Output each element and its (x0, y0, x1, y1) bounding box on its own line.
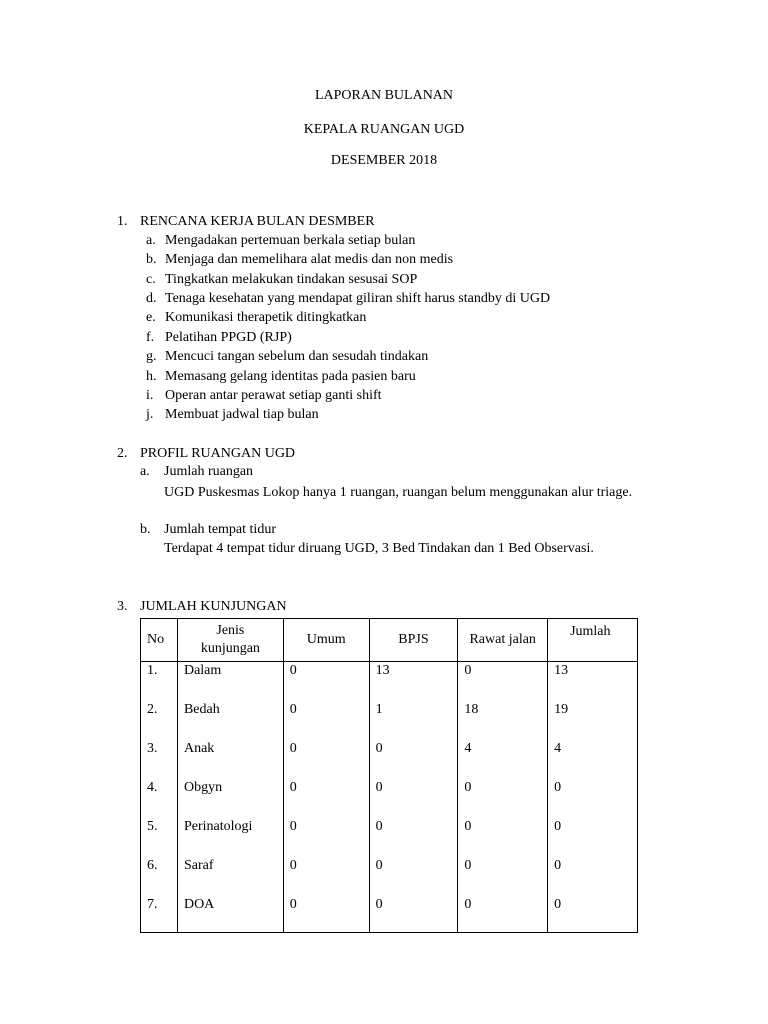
cell-no: 2. (141, 701, 178, 740)
cell-bpjs: 0 (369, 740, 458, 779)
table-row (141, 701, 638, 740)
visits-table-body (141, 662, 638, 933)
section1-item-marker: b. (146, 252, 157, 267)
table-row (141, 857, 638, 896)
section1-number: 1. (117, 214, 128, 229)
section2-title: PROFIL RUANGAN UGD (140, 446, 296, 461)
cell-no: 6. (141, 857, 178, 896)
section1-item-text: Mencuci tangan sebelum dan sesudah tindakan (165, 349, 429, 364)
section1-item-marker: a. (146, 233, 156, 248)
section1-item-text: Pelatihan PPGD (RJP) (165, 330, 292, 345)
table-row (141, 896, 638, 933)
report-period: DESEMBER 2018 (330, 153, 438, 168)
cell-umum: 0 (283, 740, 369, 779)
cell-jumlah: 0 (548, 779, 638, 818)
cell-rawat: 18 (458, 701, 548, 740)
cell-jumlah: 0 (548, 896, 638, 933)
cell-jenis: Perinatologi (177, 818, 283, 857)
col-header-jenis-line1: Jenis (216, 623, 245, 638)
visits-table-header-row (141, 619, 638, 662)
cell-jumlah: 4 (548, 740, 638, 779)
section1-item-text: Mengadakan pertemuan berkala setiap bulan (165, 233, 416, 248)
section3-number: 3. (117, 599, 128, 614)
col-header-bpjs: BPJS (369, 619, 458, 662)
col-header-jumlah: Jumlah (548, 619, 638, 662)
section1-item-marker: g. (146, 349, 157, 364)
cell-bpjs: 13 (369, 662, 458, 701)
section2b-heading: Jumlah tempat tidur (164, 522, 276, 537)
section1-item-marker: f. (146, 330, 155, 345)
section1-item-marker: d. (146, 291, 157, 306)
section1-item-marker: e. (146, 310, 156, 325)
cell-rawat: 4 (458, 740, 548, 779)
cell-rawat: 0 (458, 896, 548, 933)
section1-item-text: Operan antar perawat setiap ganti shift (165, 388, 382, 403)
cell-jumlah: 19 (548, 701, 638, 740)
col-header-no: No (141, 619, 178, 662)
cell-umum: 0 (283, 896, 369, 933)
cell-umum: 0 (283, 818, 369, 857)
section2b-marker: b. (140, 522, 151, 537)
section1-item-text: Komunikasi therapetik ditingkatkan (165, 310, 367, 325)
cell-rawat: 0 (458, 662, 548, 701)
section1-item-marker: j. (146, 407, 154, 422)
section1-item-text: Tenaga kesehatan yang mendapat giliran shift harus standby di UGD (165, 291, 551, 306)
cell-umum: 0 (283, 779, 369, 818)
cell-bpjs: 0 (369, 896, 458, 933)
section2-number: 2. (117, 446, 128, 461)
cell-umum: 0 (283, 701, 369, 740)
section1-title: RENCANA KERJA BULAN DESMBER (140, 214, 375, 229)
col-header-jenis-line2: kunjungan (200, 641, 260, 656)
cell-jenis: Bedah (177, 701, 283, 740)
cell-umum: 0 (283, 857, 369, 896)
visits-table (140, 618, 638, 933)
cell-rawat: 0 (458, 818, 548, 857)
cell-no: 3. (141, 740, 178, 779)
cell-bpjs: 0 (369, 818, 458, 857)
cell-no: 7. (141, 896, 178, 933)
section1-item-marker: c. (146, 272, 156, 287)
report-subtitle: KEPALA RUANGAN UGD (303, 122, 465, 137)
col-header-umum: Umum (283, 619, 369, 662)
cell-bpjs: 0 (369, 779, 458, 818)
report-title: LAPORAN BULANAN (314, 88, 454, 103)
section2a-text: UGD Puskesmas Lokop hanya 1 ruangan, ruangan belum menggunakan alur triage. (164, 485, 633, 500)
cell-no: 1. (141, 662, 178, 701)
section3-title: JUMLAH KUNJUNGAN (140, 599, 287, 614)
cell-jumlah: 0 (548, 857, 638, 896)
section1-item-marker: i. (146, 388, 154, 403)
cell-no: 5. (141, 818, 178, 857)
cell-rawat: 0 (458, 779, 548, 818)
cell-bpjs: 1 (369, 701, 458, 740)
section2a-heading: Jumlah ruangan (164, 464, 254, 479)
section1-item-text: Tingkatkan melakukan tindakan sesusai SOP (165, 272, 418, 287)
cell-jenis: Dalam (177, 662, 283, 701)
cell-umum: 0 (283, 662, 369, 701)
col-header-rawat: Rawat jalan (458, 619, 548, 662)
table-row (141, 662, 638, 701)
table-row (141, 779, 638, 818)
cell-jenis: Anak (177, 740, 283, 779)
col-header-jenis (177, 619, 283, 662)
cell-jenis: Obgyn (177, 779, 283, 818)
section2b-text: Terdapat 4 tempat tidur diruang UGD, 3 Bed Tindakan dan 1 Bed Observasi. (164, 541, 594, 556)
cell-jenis: Saraf (177, 857, 283, 896)
section1-item-marker: h. (146, 369, 157, 384)
cell-rawat: 0 (458, 857, 548, 896)
section1-item-text: Memasang gelang identitas pada pasien baru (165, 369, 416, 384)
cell-bpjs: 0 (369, 857, 458, 896)
table-row (141, 818, 638, 857)
section1-item-text: Menjaga dan memelihara alat medis dan non medis (165, 252, 454, 267)
section2a-marker: a. (140, 464, 150, 479)
table-row (141, 740, 638, 779)
cell-jumlah: 0 (548, 818, 638, 857)
cell-jenis: DOA (177, 896, 283, 933)
cell-jumlah: 13 (548, 662, 638, 701)
section1-item-text: Membuat jadwal tiap bulan (165, 407, 319, 422)
cell-no: 4. (141, 779, 178, 818)
